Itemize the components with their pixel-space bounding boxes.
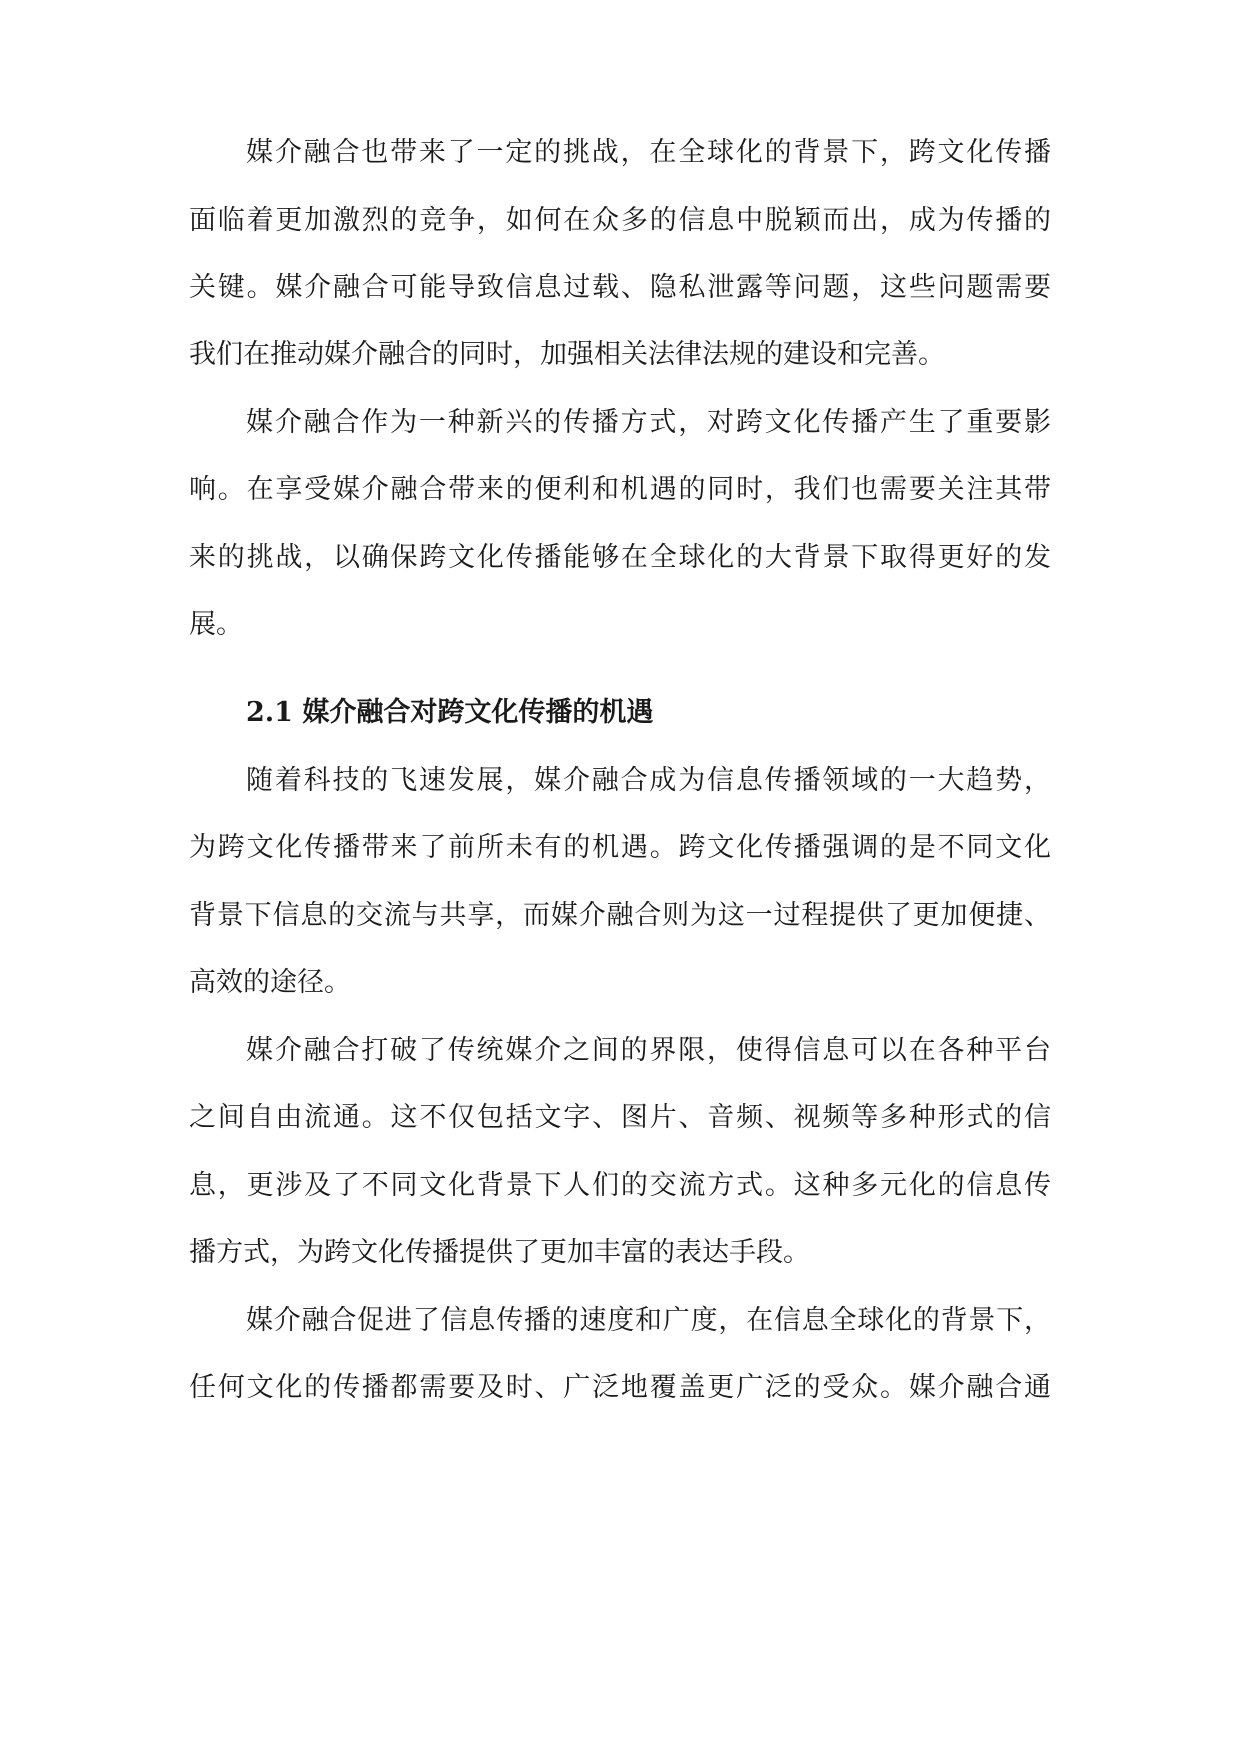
paragraph-line: 响。在享受媒介融合带来的便利和机遇的同时，我们也需要关注其带 [189,474,1051,505]
paragraph-line: 媒介融合打破了传统媒介之间的界限，使得信息可以在各种平台 [246,1035,1051,1066]
paragraph-line: 随着科技的飞速发展，媒介融合成为信息传播领域的一大趋势， [246,765,1051,796]
paragraph-line: 面临着更加激烈的竞争，如何在众多的信息中脱颖而出，成为传播的 [189,205,1051,236]
paragraph-line: 媒介融合作为一种新兴的传播方式，对跨文化传播产生了重要影 [246,407,1051,438]
paragraph-line: 高效的途径。 [189,967,351,998]
paragraph-line: 关键。媒介融合可能导致信息过载、隐私泄露等问题，这些问题需要 [189,272,1051,303]
paragraph-line: 来的挑战，以确保跨文化传播能够在全球化的大背景下取得更好的发 [189,542,1051,573]
paragraph-line: 息，更涉及了不同文化背景下人们的交流方式。这种多元化的信息传 [189,1170,1051,1201]
paragraph-line: 任何文化的传播都需要及时、广泛地覆盖更广泛的受众。媒介融合通 [189,1372,1051,1403]
paragraph-line: 之间自由流通。这不仅包括文字、图片、音频、视频等多种形式的信 [189,1102,1051,1133]
paragraph-line: 展。 [189,609,243,640]
paragraph-line: 媒介融合也带来了一定的挑战，在全球化的背景下，跨文化传播 [246,137,1051,168]
paragraph-line: 播方式，为跨文化传播提供了更加丰富的表达手段。 [189,1237,810,1268]
section-heading: 2.1 媒介融合对跨文化传播的机遇 [246,697,654,728]
paragraph-line: 媒介融合促进了信息传播的速度和广度，在信息全球化的背景下， [246,1305,1051,1336]
paragraph-line: 背景下信息的交流与共享，而媒介融合则为这一过程提供了更加便捷、 [189,900,1051,931]
paragraph-line: 为跨文化传播带来了前所未有的机遇。跨文化传播强调的是不同文化 [189,832,1051,863]
paragraph-line: 我们在推动媒介融合的同时，加强相关法律法规的建设和完善。 [189,339,945,370]
